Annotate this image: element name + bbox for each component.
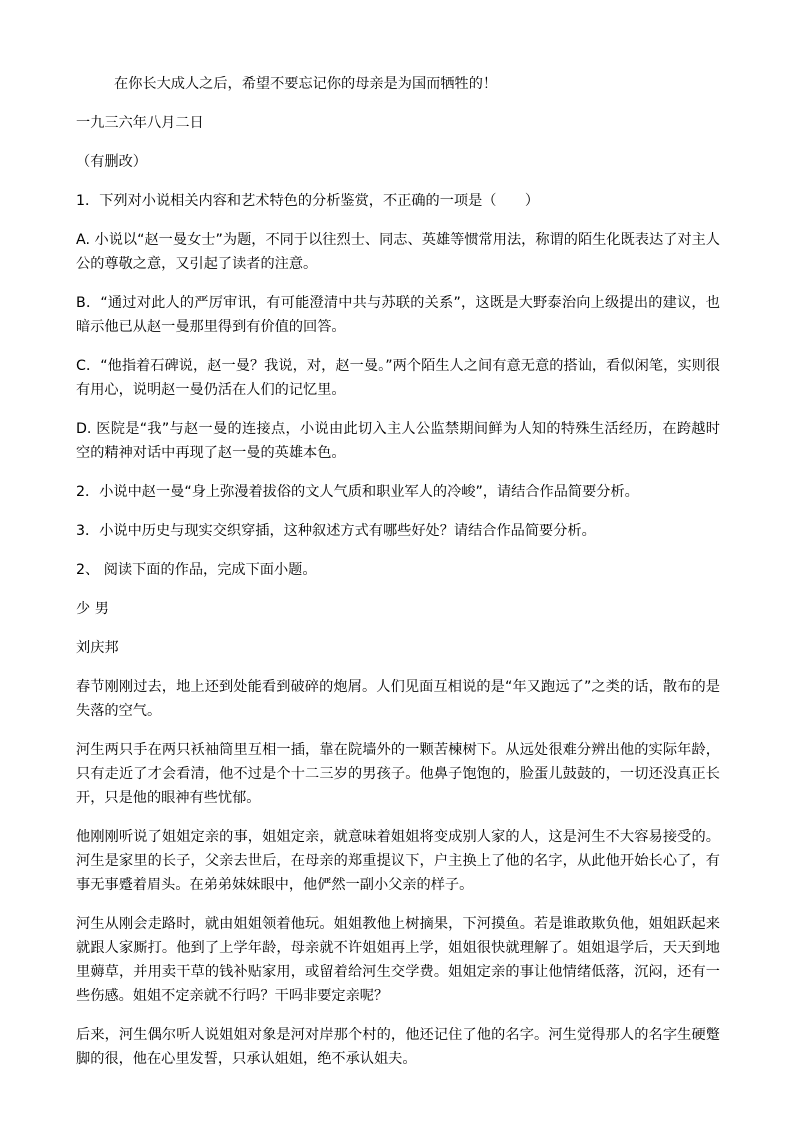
question-1-option-d: D. 医院是“我”与赵一曼的连接点，小说由此切入主人公监禁期间鲜为人知的特殊生活经历，在跨越时空的精神对话中再现了赵一曼的英雄本色。 — [76, 421, 720, 461]
question-1-option-c: C．“他指着石碑说，赵一曼？我说，对，赵一曼。”两个陌生人之间有意无意的搭讪，看似闲笔，实则很有用心，说明赵一曼仍活在人们的记忆里。 — [76, 358, 720, 398]
letter-closing: 在你长大成人之后，希望不要忘记你的母亲是为国而牺牲的！ — [114, 76, 498, 92]
question-1-option-a: A. 小说以“赵一曼女士”为题，不同于以往烈士、同志、英雄等惯常用法，称谓的陌生化既表达了对主人公的尊敬之意，又引起了读者的注意。 — [76, 232, 720, 272]
document-page — [76, 72, 720, 1086]
story-paragraph: 河生从刚会走路时，就由姐姐领着他玩。姐姐教他上树摘果，下河摸鱼。若是谁敢欺负他，姐姐跃起来就跟人家厮打。他到了上学年龄，母亲就不许姐姐再上学，姐姐很快就理解了。姐姐退学后，天天到地里薅草，并用卖干草的钱补贴家用，或留着给河生交学费。姐姐定亲的事让他情绪低落，沉闷，还有一些伤感。姐姐不定亲就不行吗？干吗非要定亲呢？ — [76, 916, 720, 1004]
story-paragraph: 河生两只手在两只袄袖筒里互相一插，靠在院墙外的一颗苦楝树下。从远处很难分辨出他的实际年龄，只有走近了才会看清，他不过是个十二三岁的男孩子。他鼻子饱饱的，脸蛋儿鼓鼓的，一切还没真正长开，只是他的眼神有些忧郁。 — [76, 742, 720, 806]
question-1-option-b: B．“通过对此人的严厉审讯，有可能澄清中共与苏联的关系”，这既是大野泰治向上级提出的建议，也暗示他已从赵一曼那里得到有价值的回答。 — [76, 295, 720, 335]
story-paragraph: 春节刚刚过去，地上还到处能看到破碎的炮屑。人们见面互相说的是“年又跑远了”之类的话，散布的是失落的空气。 — [76, 679, 720, 719]
question-3: 3．小说中历史与现实交织穿插，这种叙述方式有哪些好处？请结合作品简要分析。 — [76, 523, 596, 539]
story-title: 少 男 — [76, 601, 109, 617]
question-1-stem: 1．下列对小说相关内容和艺术特色的分析鉴赏，不正确的一项是（ ） — [76, 193, 540, 209]
letter-date: 一九三六年八月二日 — [76, 115, 204, 131]
story-paragraph: 他刚刚听说了姐姐定亲的事，姐姐定亲，就意味着姐姐将变成别人家的人，这是河生不大容易接受的。河生是家里的长子，父亲去世后，在母亲的郑重提议下，户主换上了他的名字，从此他开始长心了，有事无事蹙着眉头。在弟弟妹妹眼中，他俨然一副小父亲的样子。 — [76, 829, 720, 893]
question-2: 2．小说中赵一曼“身上弥漫着拔俗的文人气质和职业军人的冷峻”，请结合作品简要分析。 — [76, 484, 639, 500]
story-paragraph: 后来，河生偶尔听人说姐姐对象是河对岸那个村的，他还记住了他的名字。河生觉得那人的名字生硬蹩脚的很，他在心里发誓，只承认姐姐，绝不承认姐夫。 — [76, 1027, 720, 1067]
abridged-note: （有删改） — [76, 154, 147, 170]
story-author: 刘庆邦 — [76, 640, 119, 656]
section-2-heading: 2、 阅读下面的作品，完成下面小题。 — [76, 562, 317, 578]
